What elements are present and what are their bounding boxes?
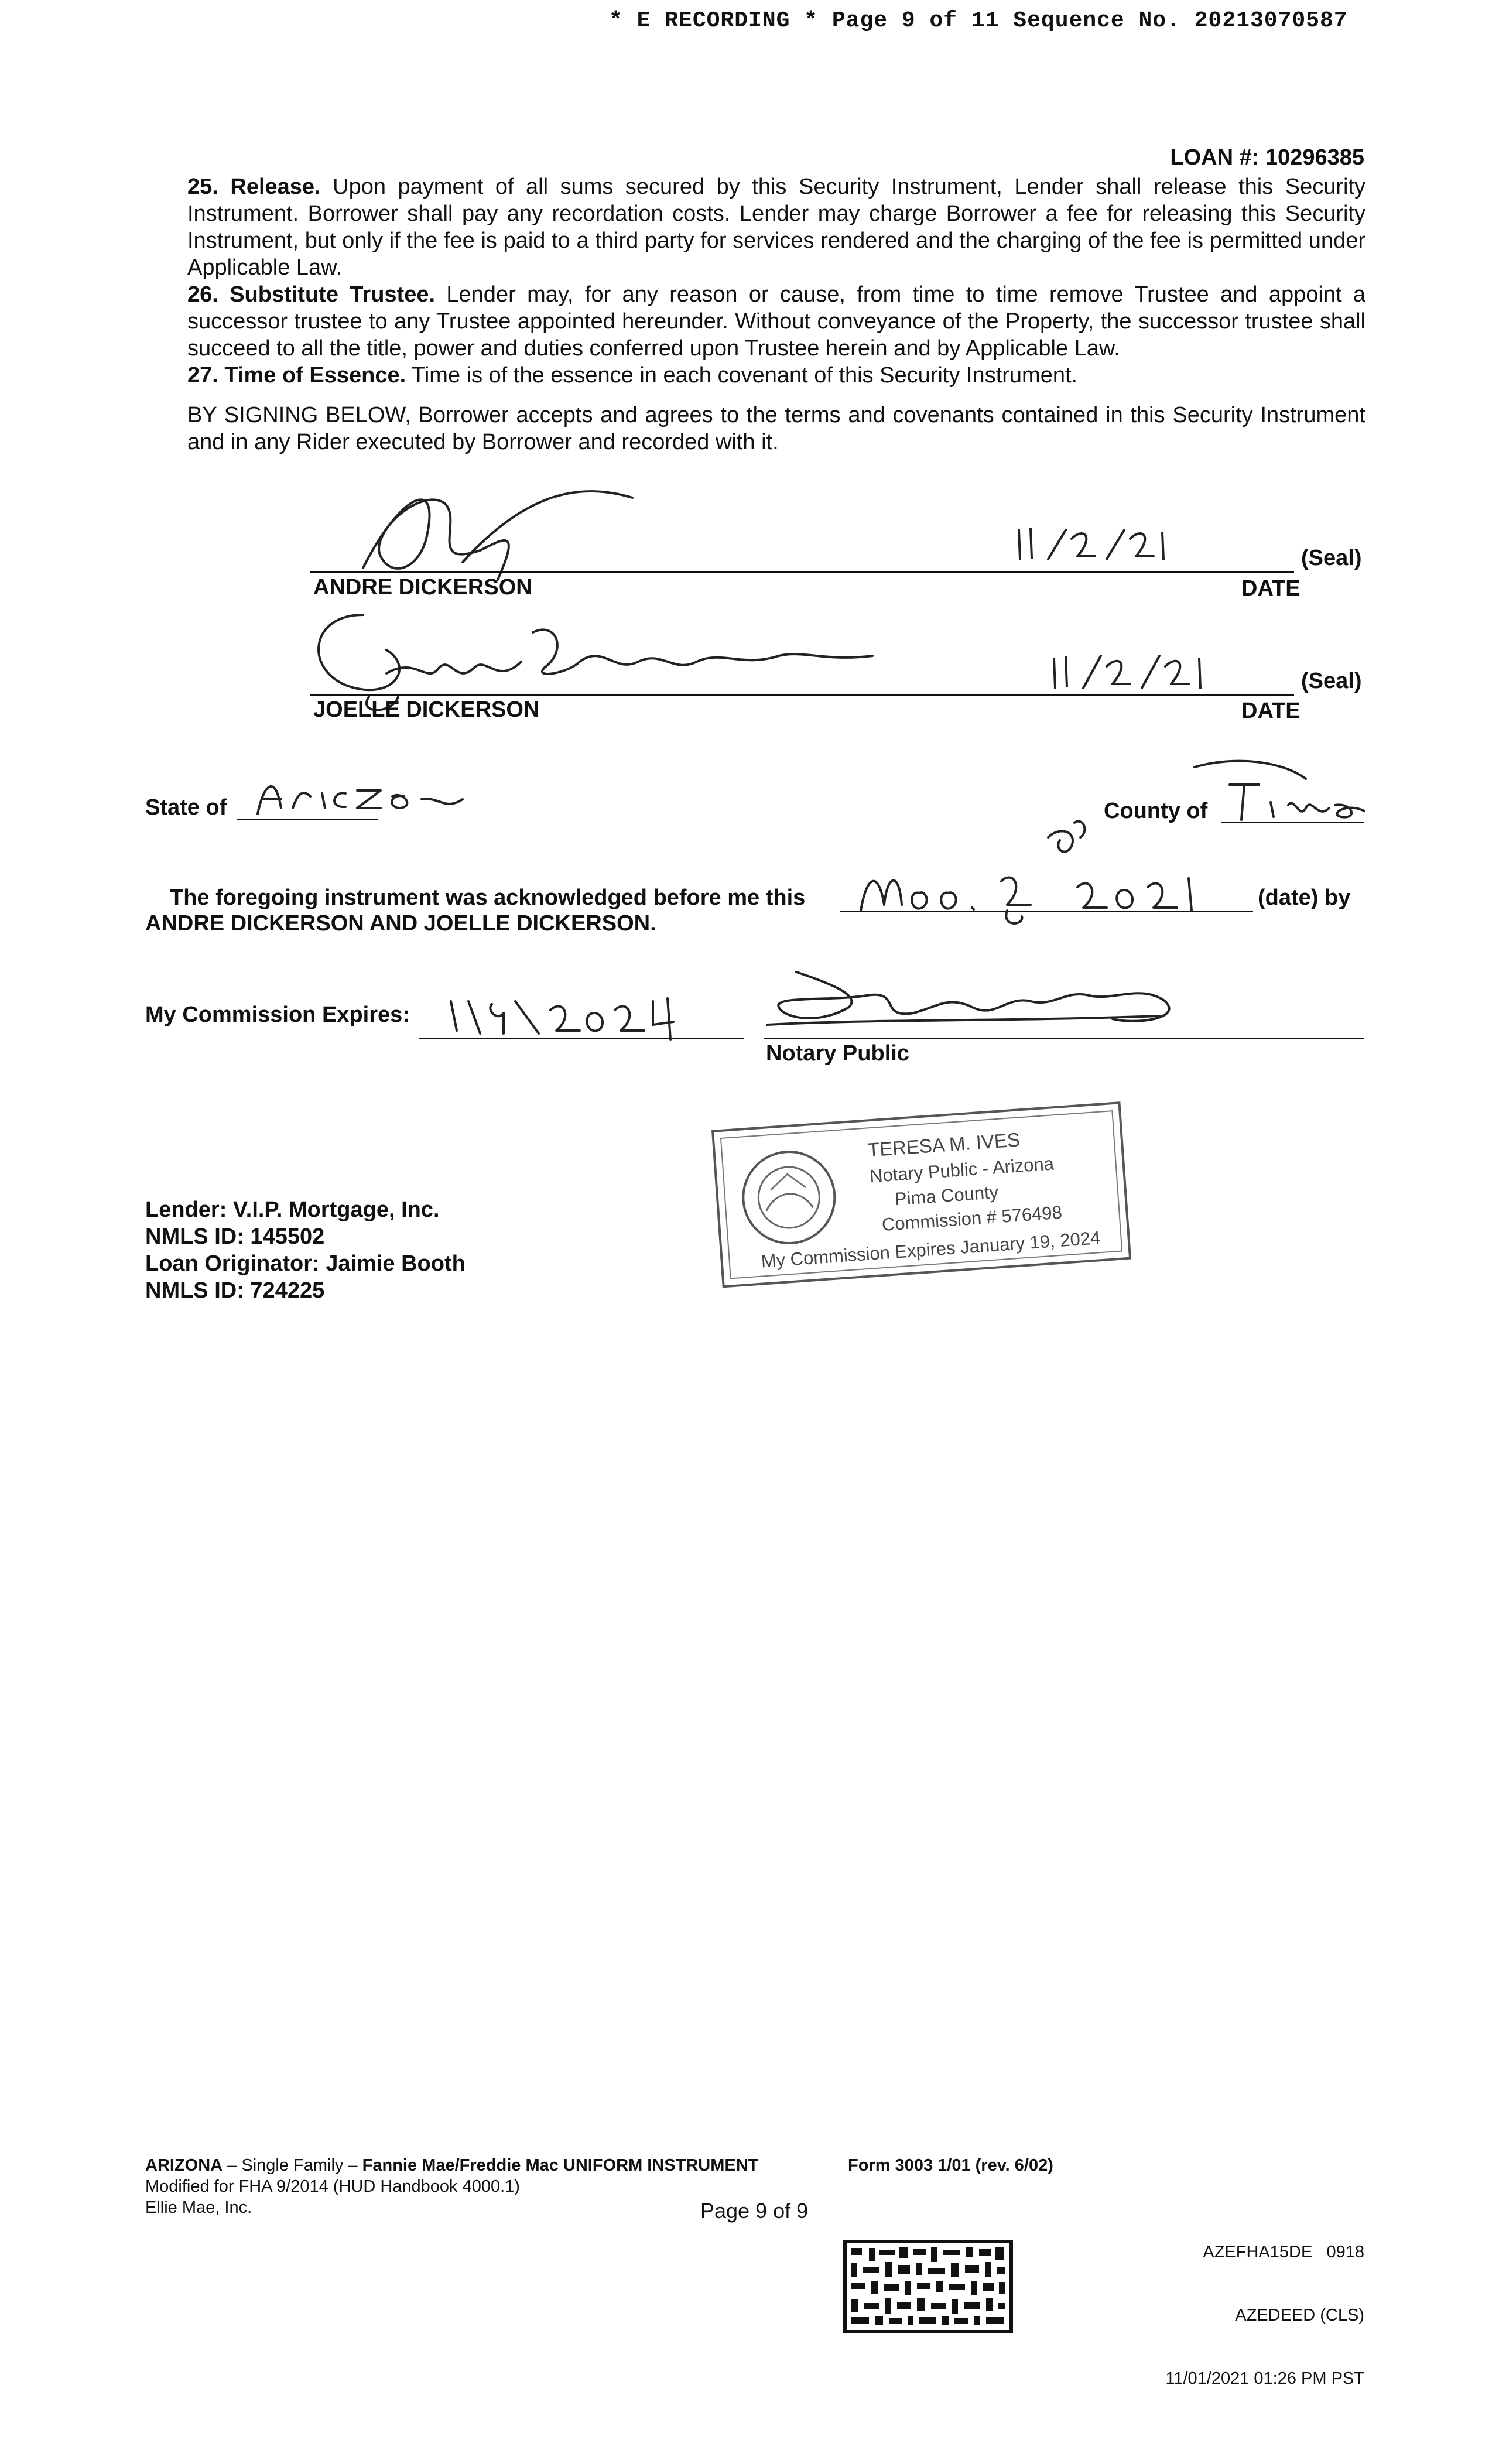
stamp-expiration: My Commission Expires January 19, 2024 bbox=[760, 1227, 1101, 1272]
footer-form-number: Form 3003 1/01 (rev. 6/02) bbox=[848, 2156, 1053, 2175]
footer-form-desc: – Single Family – bbox=[223, 2156, 362, 2175]
footer-state: ARIZONA bbox=[145, 2156, 223, 2175]
handwritten-ack-date bbox=[855, 864, 1218, 928]
barcode-icon bbox=[843, 2240, 1013, 2333]
ack-parties: ANDRE DICKERSON AND JOELLE DICKERSON. bbox=[145, 911, 656, 936]
signature-line-1 bbox=[310, 571, 1294, 573]
clause-substitute-trustee bbox=[145, 281, 1365, 362]
loan-number: LOAN #: 10296385 bbox=[1170, 145, 1364, 170]
handwritten-ordinal bbox=[1042, 814, 1095, 861]
date-label-1: DATE bbox=[1241, 576, 1300, 601]
clause-text: Time is of the essence in each covenant of this Security Instrument. bbox=[412, 363, 1078, 388]
commission-label: My Commission Expires: bbox=[145, 1002, 410, 1027]
handwritten-date-2 bbox=[1042, 650, 1218, 697]
clause-title: Substitute Trustee. bbox=[230, 282, 436, 307]
clause-text: Upon payment of all sums secured by this Security Instrument, Lender shall release this Security Instrument. Borrower shall pay any recordation costs. Lender may charge Borrower a fee for releasing this Security Instrument, but only if the fee is paid to a third party for services rendered and the charging of the fee is permitted under Applicable Law. bbox=[187, 174, 1366, 280]
footer-company: Ellie Mae, Inc. bbox=[145, 2198, 252, 2217]
footer-codes bbox=[1165, 2199, 1364, 2410]
handwritten-date-1 bbox=[1007, 524, 1183, 571]
seal-label-2: (Seal) bbox=[1301, 669, 1362, 693]
clause-number: 25. bbox=[187, 174, 218, 199]
clauses bbox=[145, 173, 1365, 456]
county-label: County of bbox=[1104, 799, 1208, 823]
footer-modified: Modified for FHA 9/2014 (HUD Handbook 4000.1) bbox=[145, 2177, 520, 2196]
lender-name: Lender: V.I.P. Mortgage, Inc. bbox=[145, 1197, 440, 1222]
seal-label-1: (Seal) bbox=[1301, 546, 1362, 570]
state-label: State of bbox=[145, 795, 227, 820]
notary-public-label: Notary Public bbox=[766, 1041, 909, 1066]
clause-number: 26. bbox=[187, 282, 218, 307]
clause-release bbox=[145, 173, 1365, 281]
signer-name-1: ANDRE DICKERSON bbox=[313, 575, 532, 600]
signature-line-2 bbox=[310, 694, 1294, 696]
notary-stamp bbox=[711, 1101, 1131, 1288]
footer-form-line bbox=[145, 2155, 758, 2176]
state-seal-icon bbox=[736, 1144, 842, 1250]
signer-name-2: JOELLE DICKERSON bbox=[313, 697, 540, 722]
stamp-commission-number: Commission # 576498 bbox=[881, 1202, 1063, 1236]
lender-nmls: NMLS ID: 145502 bbox=[145, 1224, 325, 1249]
footer-page-number: Page 9 of 9 bbox=[700, 2199, 809, 2223]
footer-code-2: AZEDEED (CLS) bbox=[1235, 2306, 1364, 2325]
originator-nmls: NMLS ID: 724225 bbox=[145, 1278, 325, 1303]
handwritten-commission-date bbox=[445, 990, 691, 1042]
clause-title: Time of Essence. bbox=[224, 363, 406, 388]
date-by-label: (date) by bbox=[1258, 885, 1351, 910]
recording-header: * E RECORDING * Page 9 of 11 Sequence No. 20213070587 bbox=[609, 8, 1348, 33]
handwritten-county bbox=[1189, 755, 1376, 826]
notary-signature bbox=[761, 960, 1206, 1042]
footer-code-1: AZEFHA15DE 0918 bbox=[1203, 2243, 1364, 2261]
lender-info bbox=[145, 1196, 466, 1304]
clause-title: Release. bbox=[230, 174, 321, 199]
clause-number: 27. bbox=[187, 363, 218, 388]
stamp-notary-name: TERESA M. IVES bbox=[867, 1128, 1021, 1161]
date-label-2: DATE bbox=[1241, 699, 1300, 723]
signing-statement: BY SIGNING BELOW, Borrower accepts and agrees to the terms and covenants contained in this Security Instrument and in any Rider executed by Borrower and recorded with it. bbox=[187, 403, 1365, 454]
footer-timestamp: 11/01/2021 01:26 PM PST bbox=[1165, 2369, 1364, 2388]
clause-text: Lender may, for any reason or cause, from time to time remove Trustee and appoint a successor trustee to any Trustee appointed hereunder. Without conveyance of the Property, the successor trustee shall succeed to all the title, power and duties conferred upon Trustee herein and by Applicable Law. bbox=[187, 282, 1365, 361]
footer-form-name: Fannie Mae/Freddie Mac UNIFORM INSTRUMENT bbox=[362, 2156, 759, 2175]
clause-time-of-essence bbox=[145, 362, 1365, 389]
ack-text: The foregoing instrument was acknowledged before me this bbox=[170, 885, 806, 910]
originator-name: Loan Originator: Jaimie Booth bbox=[145, 1251, 466, 1276]
stamp-county: Pima County bbox=[894, 1182, 1000, 1210]
handwritten-state bbox=[246, 773, 468, 820]
stamp-title: Notary Public - Arizona bbox=[868, 1153, 1055, 1187]
